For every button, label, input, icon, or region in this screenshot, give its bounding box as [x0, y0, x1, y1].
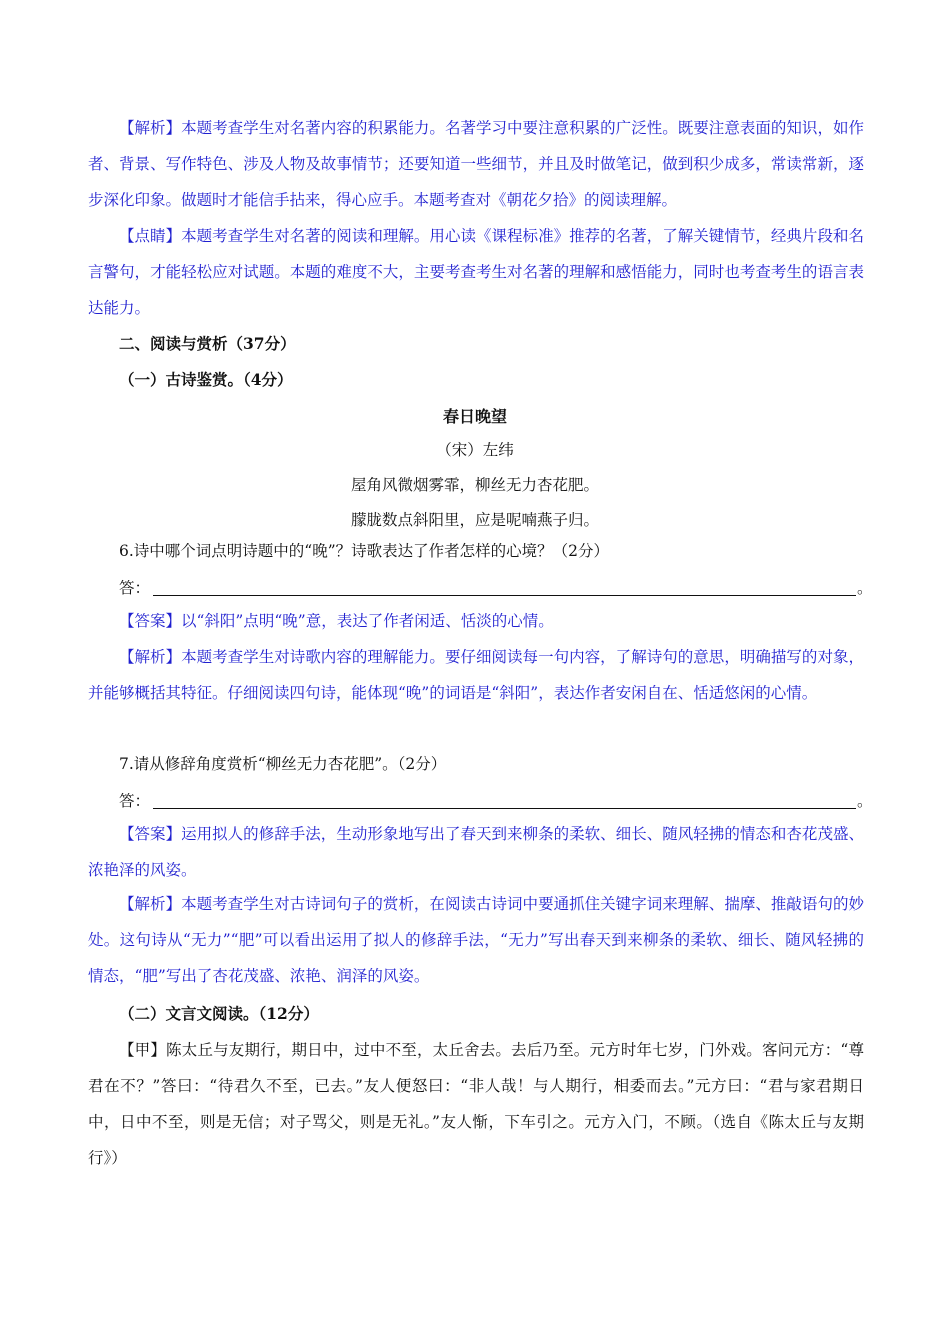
question-6-answer: 【答案】以“斜阳”点明“晚”意，表达了作者闲适、恬淡的心情。 — [119, 612, 554, 630]
answer-underline — [153, 808, 856, 809]
answer-end-mark: 。 — [857, 792, 873, 810]
question-6-analysis: 【解析】本题考查学生对诗歌内容的理解能力。要仔细阅读每一句内容，了解诗句的意思，明确描写的对象，并能够概括其特征。仔细阅读四句诗，能体现“晚”的词语是“斜阳”，表达作者安闲自在、恬适悠闲的心情。 — [88, 648, 864, 702]
answer-label: 答： — [119, 579, 151, 597]
poem-line-1: 屋角风微烟雾霏，柳丝无力杏花肥。 — [350, 476, 599, 494]
poem-line-2: 朦胧数点斜阳里，应是呢喃燕子归。 — [350, 511, 599, 529]
answer-underline — [153, 595, 856, 596]
question-6-answer-field[interactable] — [119, 576, 873, 600]
question-7-answer-field[interactable] — [119, 789, 873, 813]
poem-section-heading: （一）古诗鉴赏。（4分） — [119, 370, 293, 389]
question-7-analysis: 【解析】本题考查学生对古诗词句子的赏析，在阅读古诗词中要通抓住关键字词来理解、揣摩、推敲语句的妙处。这句诗从“无力”“肥”可以看出运用了拟人的修辞手法，“无力”写出春天到来柳条的柔软、细长、随风轻拂的情态，“肥”写出了杏花茂盛、浓艳、润泽的风姿。 — [88, 895, 864, 985]
poem-author: （宋）左纬 — [436, 441, 514, 459]
question-7-answer: 【答案】运用拟人的修辞手法，生动形象地写出了春天到来柳条的柔软、细长、随风轻拂的情态和杏花茂盛、浓艳泽的风姿。 — [88, 825, 864, 879]
name-work-key-points: 【点睛】本题考查学生对名著的阅读和理解。用心读《课程标准》推荐的名著，了解关键情节，经典片段和名言警句，才能轻松应对试题。本题的难度不大，主要考查考生对名著的理解和感悟能力，同时也考查考生的语言表达能力。 — [88, 227, 864, 317]
answer-end-mark: 。 — [857, 579, 873, 597]
classical-chinese-heading: （二）文言文阅读。（12分） — [119, 1004, 319, 1023]
part-two-heading: 二、阅读与赏析（37分） — [119, 334, 296, 353]
classical-text-jia: 【甲】陈太丘与友期行，期日中，过中不至，太丘舍去。去后乃至。元方时年七岁，门外戏。客问元方：“尊君在不？”答曰：“待君久不至，已去。”友人便怒曰：“非人哉！与人期行，相委而去。”元方曰：“君与家君期日中，日中不至，则是无信；对子骂父，则是无礼。”友人惭，下车引之。元方入门，不顾。（选自《陈太丘与友期行》） — [88, 1041, 864, 1167]
question-6: 6.诗中哪个词点明诗题中的“晚”？诗歌表达了作者怎样的心境？（2分） — [119, 542, 610, 560]
name-work-analysis: 【解析】本题考查学生对名著内容的积累能力。名著学习中要注意积累的广泛性。既要注意表面的知识，如作者、背景、写作特色、涉及人物及故事情节；还要知道一些细节，并且及时做笔记，做到积少成多，常读常新，逐步深化印象。做题时才能信手拈来，得心应手。本题考查对《朝花夕拾》的阅读理解。 — [88, 119, 864, 209]
answer-label: 答： — [119, 792, 151, 810]
poem-title: 春日晚望 — [442, 407, 507, 426]
question-7: 7.请从修辞角度赏析“柳丝无力杏花肥”。（2分） — [119, 755, 447, 773]
